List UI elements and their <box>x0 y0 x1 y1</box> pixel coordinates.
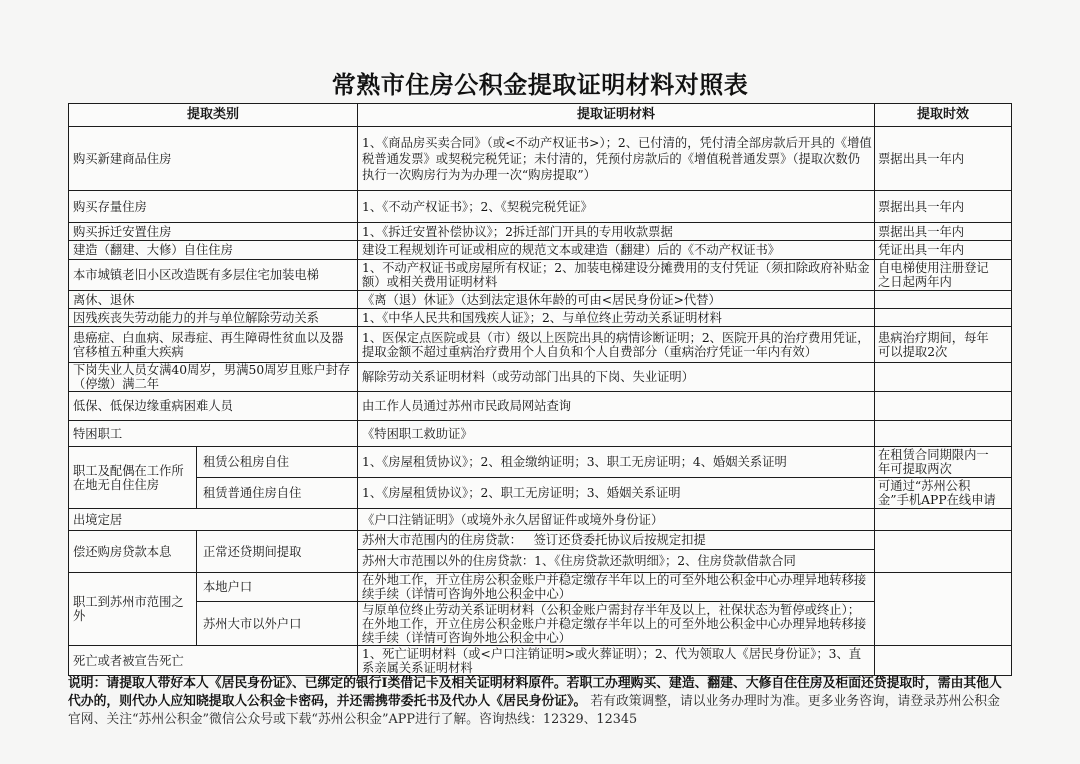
materials-text-block <box>362 603 872 645</box>
category-cell <box>69 327 358 363</box>
materials-text: 1、《中华人民共和国残疾人证》；2、与单位终止劳动关系证明材料 <box>362 310 722 325</box>
timing-cell <box>875 260 1012 291</box>
materials-text: 在外地工作，开立住房公积金账户并稳定缴存半年以上的可至外地公积金中心办理异地转移接续手续（详情可咨询外地公积金中心） <box>362 573 867 601</box>
materials-text: 解除劳动关系证明材料（或劳动部门出具的下岗、失业证明） <box>362 370 695 384</box>
materials-cell <box>358 478 875 509</box>
materials-cell <box>358 646 875 676</box>
category-cell <box>69 241 358 260</box>
header-timing <box>875 104 1012 127</box>
category-text: 因残疾丧失劳动能力的并与单位解除劳动关系 <box>73 310 319 325</box>
timing-cell <box>875 327 1012 363</box>
materials-text: 1、《房屋租赁协议》；2、职工无房证明；3、婚姻关系证明 <box>362 486 681 500</box>
category-cell <box>69 127 358 191</box>
withdrawal-materials-table <box>68 103 1012 676</box>
subcategory-cell <box>197 447 358 478</box>
category-text: 特困职工 <box>73 426 123 441</box>
header-timing-label: 提取时效 <box>916 107 969 122</box>
materials-text: 苏州大市范围内的住房贷款： 签订还贷委托协议后按规定扣提 <box>362 533 706 547</box>
category-cell <box>69 260 358 291</box>
materials-cell <box>358 573 875 602</box>
timing-text: 患病治疗期间，每年可以提取2次 <box>878 330 989 359</box>
category-text: 离休、退休 <box>73 292 135 307</box>
materials-cell <box>358 127 875 191</box>
header-category <box>69 104 358 127</box>
materials-cell <box>358 363 875 392</box>
category-text: 本市城镇老旧小区改造既有多层住宅加装电梯 <box>73 268 319 282</box>
category-text: 出境定居 <box>73 512 123 527</box>
category-cell <box>69 646 358 676</box>
materials-text: 建设工程规划许可证或相应的规范文本或建造（翻建）后的《不动产权证书》 <box>362 243 781 257</box>
category-cell <box>69 309 358 327</box>
timing-text: 票据出具一年内 <box>878 151 965 166</box>
materials-text: 苏州大市范围以外的住房贷款：1、《住房贷款还款明细》；2、住房贷款借款合同 <box>362 554 796 568</box>
materials-text: 1、不动产权证书或房屋所有权证；2、加装电梯建设分摊费用的支付凭证（须扣除政府补贴金额）或相关费用证明材料 <box>362 261 870 289</box>
timing-cell-empty <box>875 291 1012 309</box>
materials-cell <box>358 550 875 573</box>
materials-text: 《离（退）休证》（达到法定退休年龄的可由<居民身份证>代替） <box>362 292 721 307</box>
timing-text: 可通过“苏州公积金”手机APP在线申请 <box>878 479 996 507</box>
document-title: 常熟市住房公积金提取证明材料对照表 <box>331 70 749 99</box>
subcategory-text: 租赁普通住房自住 <box>203 486 302 500</box>
header-materials <box>358 104 875 127</box>
header-materials-label: 提取证明材料 <box>576 107 655 122</box>
timing-cell-empty <box>875 363 1012 392</box>
timing-cell <box>875 478 1012 509</box>
category-text: 偿还购房贷款本息 <box>73 544 172 559</box>
materials-cell <box>358 241 875 260</box>
materials-cell <box>358 509 875 531</box>
category-text: 死亡或者被宣告死亡 <box>73 653 184 668</box>
timing-cell <box>875 127 1012 191</box>
timing-text: 自电梯使用注册登记之日起两年内 <box>878 261 989 289</box>
category-text: 职工及配偶在工作所在地无自住住房 <box>73 463 184 492</box>
category-cell <box>69 291 358 309</box>
timing-text: 在租赁合同期限内一年可提取两次 <box>878 448 989 476</box>
timing-cell <box>875 447 1012 478</box>
subcategory-cell <box>197 531 358 573</box>
subcategory-cell <box>197 573 358 602</box>
subcategory-text: 正常还贷期间提取 <box>203 544 302 559</box>
transfer-category-cell <box>69 573 197 646</box>
category-text: 购买拆迁安置住房 <box>73 224 172 239</box>
category-cell <box>69 421 358 447</box>
materials-cell <box>358 191 875 223</box>
materials-text: 1、医保定点医院或县（市）级以上医院出具的病情诊断证明；2、医院开具的治疗费用凭证，提取金额不超过重病治疗费用个人自负和个人自费部分（重病治疗凭证一年内有效） <box>362 330 870 359</box>
materials-cell <box>358 260 875 291</box>
timing-cell-empty <box>875 509 1012 531</box>
materials-text: 《特困职工救助证》 <box>362 426 473 441</box>
footnote-emphasis: 说明：请提取人带好本人《居民身份证》、已绑定的银行I类借记卡及相关证明材料原件。若职工办理购买、建造、翻建、大修自住住房及柜面还贷提取时，需由其他人代办的，则代办人应知晓提取人公积金卡密码，并还需携带委托书及代办人《居民身份证》。 <box>68 676 1002 709</box>
category-cell <box>69 223 358 241</box>
loan-category-cell <box>69 531 197 573</box>
materials-cell <box>358 223 875 241</box>
timing-text: 凭证出具一年内 <box>878 243 965 257</box>
materials-paragraph: 在外地工作，开立住房公积金账户并稳定缴存半年以上的可至外地公积金中心办理异地转移接续手续（详情可咨询外地公积金中心） <box>362 616 867 645</box>
timing-cell <box>875 191 1012 223</box>
timing-cell-empty <box>875 646 1012 676</box>
timing-text: 票据出具一年内 <box>878 224 965 239</box>
timing-cell-empty <box>875 421 1012 447</box>
timing-cell <box>875 223 1012 241</box>
materials-cell <box>358 291 875 309</box>
subcategory-cell <box>197 478 358 509</box>
materials-cell <box>358 447 875 478</box>
footnote-text: 若有政策调整，请以业务办理时为准。更多业务咨询，请登录苏州公积金官网、关注“苏州公积金”微信公众号或下载“苏州公积金”APP进行了解。咨询热线：12329、12345 <box>68 694 1000 727</box>
materials-text: 1、《不动产权证书》；2、《契税完税凭证》 <box>362 199 593 214</box>
category-cell <box>69 363 358 392</box>
category-text: 低保、低保边缘重病困难人员 <box>73 399 233 413</box>
materials-cell <box>358 531 875 550</box>
category-cell <box>69 392 358 421</box>
materials-text: 1、《拆迁安置补偿协议》；2拆迁部门开具的专用收款票据 <box>362 224 673 239</box>
category-cell <box>69 191 358 223</box>
footnote <box>68 675 1012 729</box>
materials-text: 1、《商品房买卖合同》（或<不动产权证书>）；2、已付清的，凭付清全部房款后开具的《增值税普通发票》或契税完税凭证；未付清的，凭预付房款后的《增值税普通发票》（提取次数仍执行一次购房行为为办理一次“购房提取”） <box>362 135 872 182</box>
timing-cell-empty <box>875 573 1012 646</box>
subcategory-text: 苏州大市以外户口 <box>203 616 302 631</box>
materials-paragraph: 与原单位终止劳动关系证明材料（公积金账户需封存半年及以上，社保状态为暂停或终止）； <box>362 602 861 617</box>
category-text: 购买存量住房 <box>73 199 147 214</box>
category-text: 职工到苏州市范围之外 <box>73 595 184 623</box>
category-cell <box>69 509 358 531</box>
materials-text: 1、《房屋租赁协议》；2、租金缴纳证明；3、职工无房证明；4、婚姻关系证明 <box>362 455 787 469</box>
materials-cell <box>358 392 875 421</box>
materials-text: 《户口注销证明》（或境外永久居留证件或境外身份证） <box>362 512 664 527</box>
category-text: 购买新建商品住房 <box>73 151 172 166</box>
materials-cell <box>358 309 875 327</box>
category-text: 建造（翻建、大修）自住住房 <box>73 243 233 257</box>
timing-cell <box>875 241 1012 260</box>
timing-cell-empty <box>875 309 1012 327</box>
subcategory-cell <box>197 602 358 646</box>
materials-cell <box>358 421 875 447</box>
category-text: 患癌症、白血病、尿毒症、再生障碍性贫血以及器官移植五种重大疾病 <box>73 330 344 359</box>
materials-text: 由工作人员通过苏州市民政局网站查询 <box>362 399 572 413</box>
timing-cell-empty <box>875 531 1012 573</box>
materials-cell <box>358 602 875 646</box>
materials-text: 1、死亡证明材料（或<户口注销证明>或火葬证明）；2、代为领取人《居民身份证》；3、直系亲属关系证明材料 <box>362 646 862 675</box>
subcategory-text: 本地户口 <box>203 580 253 594</box>
materials-cell <box>358 327 875 363</box>
category-text: 下岗失业人员女满40周岁，男满50周岁且账户封存（停缴）满二年 <box>73 363 351 391</box>
timing-cell-empty <box>875 392 1012 421</box>
header-category-label: 提取类别 <box>186 107 239 122</box>
timing-text: 票据出具一年内 <box>878 199 965 214</box>
subcategory-text: 租赁公租房自住 <box>203 455 290 469</box>
rental-category-cell <box>69 447 197 509</box>
